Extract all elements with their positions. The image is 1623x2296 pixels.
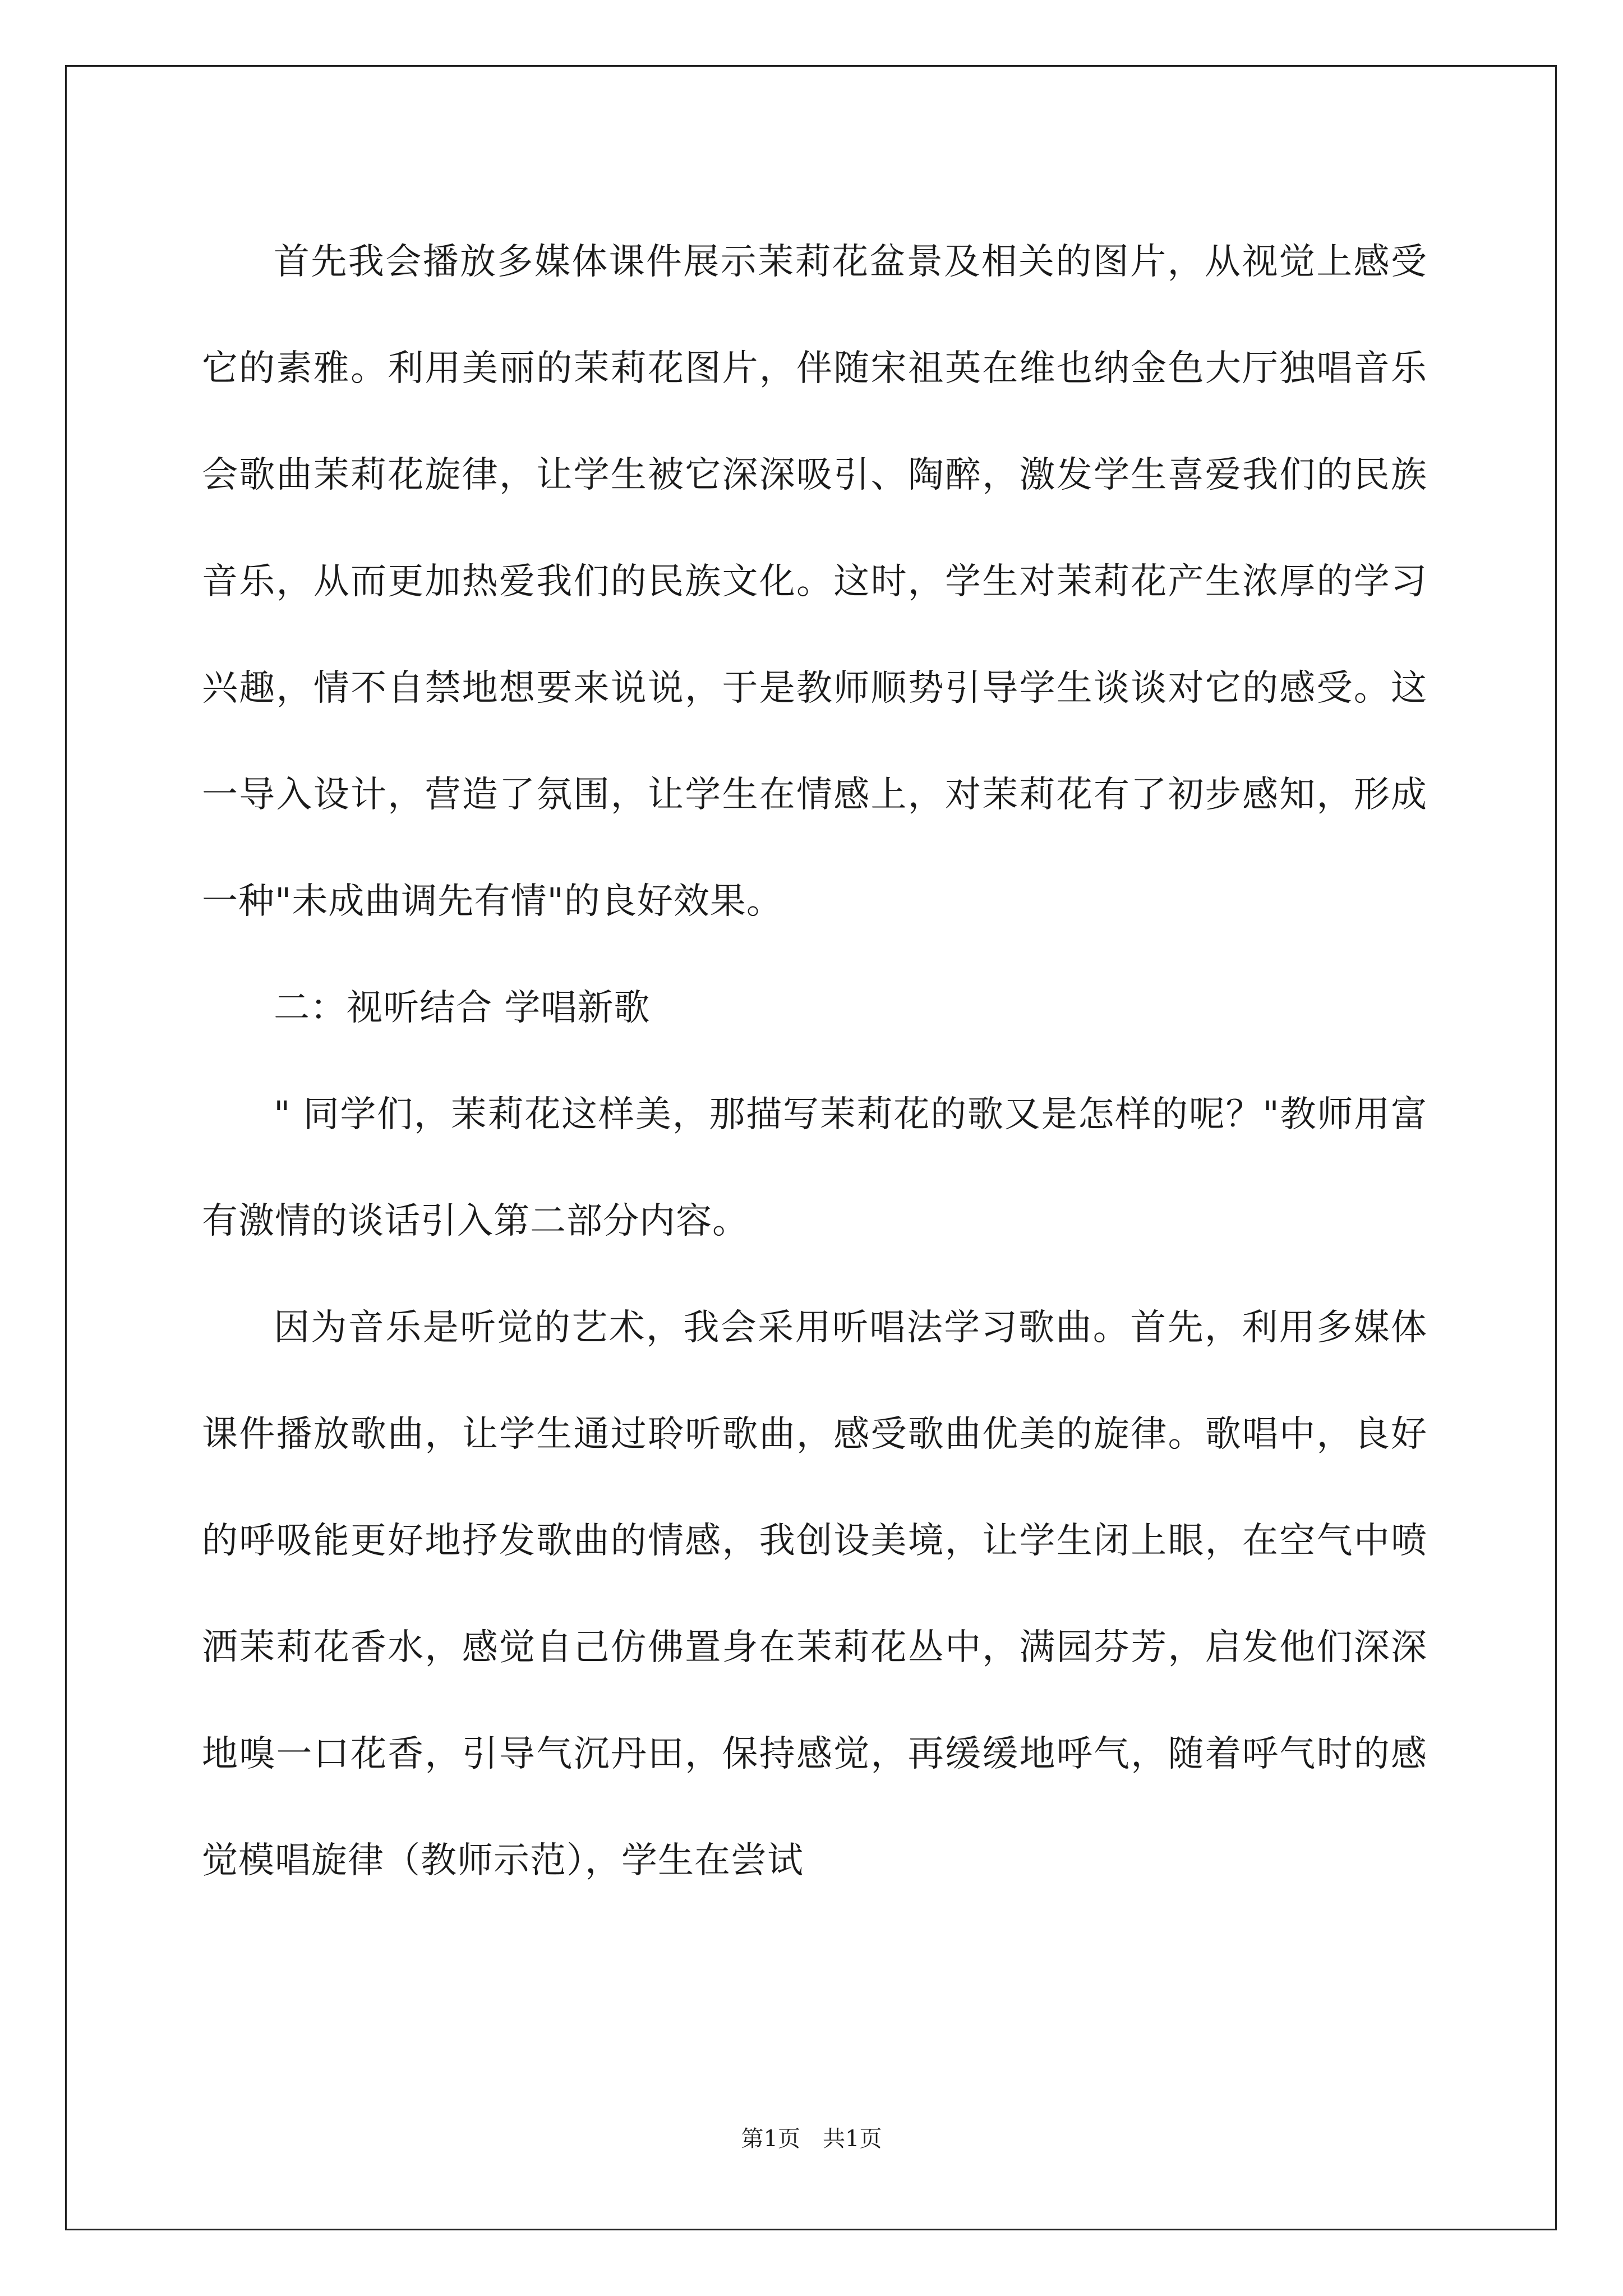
- paragraph-method: 因为音乐是听觉的艺术，我会采用听唱法学习歌曲。首先，利用多媒体课件播放歌曲，让学生通过聆听歌曲，感受歌曲优美的旋律。歌唱中，良好的呼吸能更好地抒发歌曲的情感，我创设美境，让学生闭上眼，在空气中喷洒茉莉花香水，感觉自己仿佛置身在茉莉花丛中，满园芬芳，启发他们深深地嗅一口花香，引导气沉丹田，保持感觉，再缓缓地呼气，随着呼气时的感觉模唱旋律（教师示范），学生在尝试: [202, 1307, 1427, 1881]
- paragraph-quote: " 同学们，茉莉花这样美，那描写茉莉花的歌又是怎样的呢？"教师用富有激情的谈话引入第二部分内容。: [202, 1094, 1427, 1242]
- paragraph-intro: 首先我会播放多媒体课件展示茉莉花盆景及相关的图片，从视觉上感受它的素雅。利用美丽的茉莉花图片，伴随宋祖英在维也纳金色大厅独唱音乐会歌曲茉莉花旋律，让学生被它深深吸引、陶醉，激发学生喜爱我们的民族音乐，从而更加热爱我们的民族文化。这时，学生对茉莉花产生浓厚的学习兴趣，情不自禁地想要来说说，于是教师顺势引导学生谈谈对它的感受。这一导入设计，营造了氛围，让学生在情感上，对茉莉花有了初步感知，形成一种"未成曲调先有情"的良好效果。: [202, 241, 1427, 922]
- page-total: 共1页: [823, 2126, 882, 2152]
- page-number: 第1页: [741, 2126, 800, 2152]
- page-footer: [0, 2125, 1623, 2153]
- document-body: [202, 209, 1427, 1914]
- section-heading: 二：视听结合 学唱新歌: [274, 987, 651, 1029]
